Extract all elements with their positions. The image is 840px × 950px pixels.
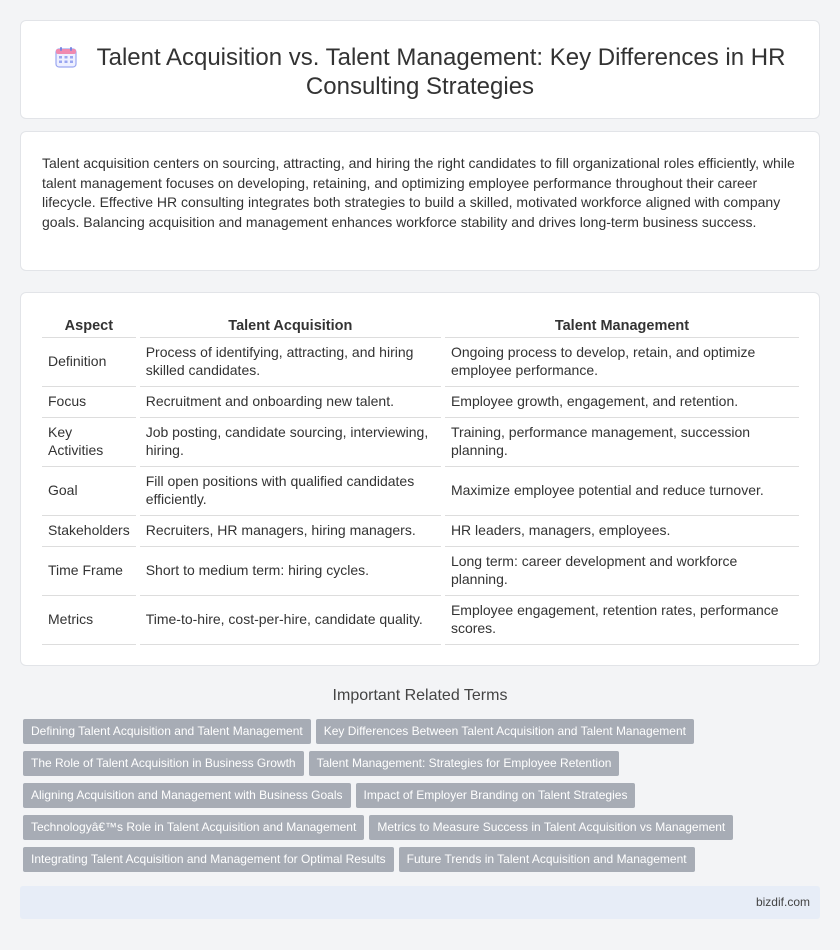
table-cell: Short to medium term: hiring cycles. (138, 546, 443, 595)
related-term-link[interactable]: Talent Management: Strategies for Employee Retention (309, 751, 620, 776)
related-term-link[interactable]: Metrics to Measure Success in Talent Acquisition vs Management (369, 815, 733, 840)
table-cell: Definition (42, 337, 138, 386)
comparison-card (20, 292, 820, 666)
title-wrap (21, 43, 819, 101)
table-cell: Process of identifying, attracting, and hiring skilled candidates. (138, 337, 443, 386)
related-term-link[interactable]: Key Differences Between Talent Acquisition and Talent Management (316, 719, 694, 744)
related-term-link[interactable]: Impact of Employer Branding on Talent Strategies (356, 783, 636, 808)
related-term-link[interactable]: Technologyâ€™s Role in Talent Acquisition and Management (23, 815, 364, 840)
related-term-link[interactable]: Future Trends in Talent Acquisition and Management (399, 847, 695, 872)
table-cell: Metrics (42, 595, 138, 644)
table-row (42, 386, 799, 417)
table-cell: Recruiters, HR managers, hiring managers. (138, 515, 443, 546)
footer-site-link[interactable]: bizdif.com (755, 895, 810, 909)
table-cell: Key Activities (42, 417, 138, 466)
related-term-link[interactable]: The Role of Talent Acquisition in Business Growth (23, 751, 304, 776)
table-cell: HR leaders, managers, employees. (443, 515, 799, 546)
summary-card (20, 131, 820, 271)
table-header-row (42, 313, 799, 337)
table-cell: Recruitment and onboarding new talent. (138, 386, 443, 417)
summary-paragraph: Talent acquisition centers on sourcing, attracting, and hiring the right candidates to fill organizational roles efficiently, while talent management focuses on developing, retaining, and optimizing employee performance throughout their career lifecycle. Effective HR consulting integrates both strategies to build a skilled, motivated workforce aligned with company goals. Balancing acquisition and management enhances workforce stability and drives long-term business success. (42, 155, 795, 230)
table-cell: Focus (42, 386, 138, 417)
tag-row (23, 719, 699, 744)
page-title: Talent Acquisition vs. Talent Management: Key Differences in HR Consulting Strategies (96, 44, 786, 100)
related-term-link[interactable]: Defining Talent Acquisition and Talent Management (23, 719, 311, 744)
table-cell: Stakeholders (42, 515, 138, 546)
tag-row (23, 751, 624, 776)
tag-row (23, 815, 738, 840)
table-cell: Training, performance management, succession planning. (443, 417, 799, 466)
table-cell: Goal (42, 466, 138, 515)
table-cell: Time-to-hire, cost-per-hire, candidate quality. (138, 595, 443, 644)
related-terms-title: Important Related Terms (332, 687, 508, 704)
related-term-link[interactable]: Aligning Acquisition and Management with Business Goals (23, 783, 351, 808)
table-row (42, 546, 799, 595)
table-cell: Fill open positions with qualified candidates efficiently. (138, 466, 443, 515)
column-header: Talent Management (443, 313, 799, 337)
table-cell: Ongoing process to develop, retain, and optimize employee performance. (443, 337, 799, 386)
table-cell: Time Frame (42, 546, 138, 595)
title-card (20, 20, 820, 119)
comparison-table (42, 313, 799, 645)
footer (20, 886, 820, 919)
column-header: Talent Acquisition (138, 313, 443, 337)
calendar-icon (55, 46, 77, 68)
table-row (42, 417, 799, 466)
tag-row (23, 847, 700, 872)
table-cell: Job posting, candidate sourcing, interviewing, hiring. (138, 417, 443, 466)
table-row (42, 515, 799, 546)
column-header: Aspect (42, 313, 138, 337)
table-cell: Long term: career development and workforce planning. (443, 546, 799, 595)
table-row (42, 595, 799, 644)
table-cell: Employee growth, engagement, and retention. (443, 386, 799, 417)
table-row (42, 337, 799, 386)
table-cell: Maximize employee potential and reduce turnover. (443, 466, 799, 515)
tag-row (23, 783, 640, 808)
related-term-link[interactable]: Integrating Talent Acquisition and Management for Optimal Results (23, 847, 394, 872)
table-cell: Employee engagement, retention rates, performance scores. (443, 595, 799, 644)
table-row (42, 466, 799, 515)
